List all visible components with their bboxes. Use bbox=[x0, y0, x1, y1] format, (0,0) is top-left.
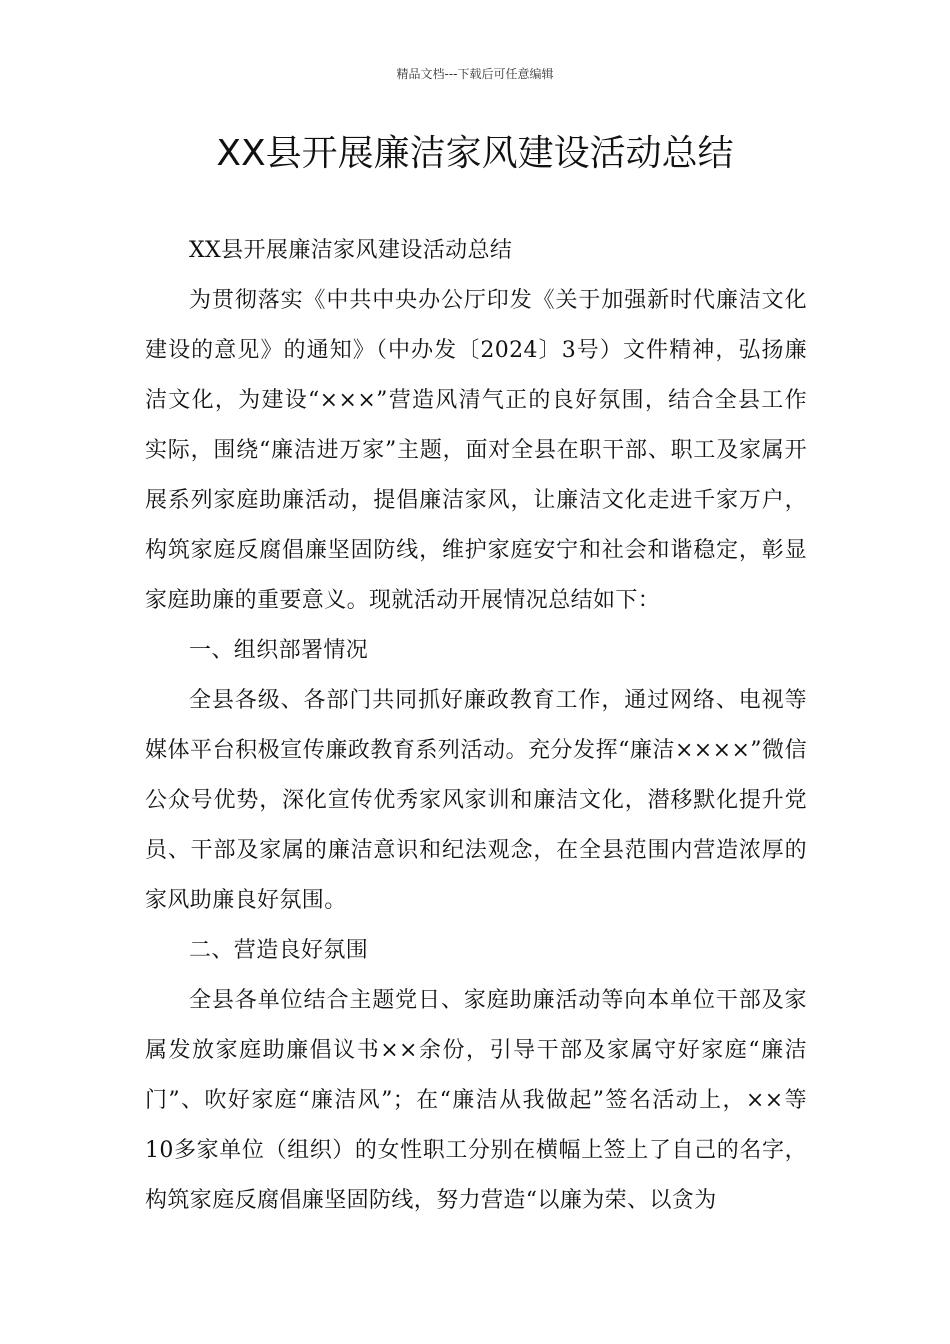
section-heading-2: 二、营造良好氛围 bbox=[189, 938, 369, 963]
paragraph-intro: 为贯彻落实《中共中央办公厅印发《关于加强新时代廉洁文化建设的意见》的通知》（中办发〔2024〕3号）文件精神，弘扬廉洁文化，为建设“×××”营造风清气正的良好氛围，结合全县工作实际，围绕“廉洁进万家”主题，面对全县在职干部、职工及家属开展系列家庭助廉活动，提倡廉洁家风，让廉洁文化走进千家万户，构筑家庭反腐倡廉坚固防线，维护家庭安宁和社会和谐稳定，彰显家庭助廉的重要意义。现就活动开展情况总结如下： bbox=[145, 288, 807, 613]
paragraph-section-1: 全县各级、各部门共同抓好廉政教育工作，通过网络、电视等媒体平台积极宣传廉政教育系列活动。充分发挥“廉洁××××”微信公众号优势，深化宣传优秀家风家训和廉洁文化，潜移默化提升党员、干部及家属的廉洁意识和纪法观念，在全县范围内营造浓厚的家风助廉良好氛围。 bbox=[145, 688, 807, 913]
paragraph-subtitle: XX县开展廉洁家风建设活动总结 bbox=[189, 238, 513, 263]
paragraph-section-2: 全县各单位结合主题党日、家庭助廉活动等向本单位干部及家属发放家庭助廉倡议书××余份，引导干部及家属守好家庭“廉洁门”、吹好家庭“廉洁风”；在“廉洁从我做起”签名活动上，××等10多家单位（组织）的女性职工分别在横幅上签上了自己的名字，构筑家庭反腐倡廉坚固防线，努力营造“以廉为荣、以贪为 bbox=[145, 988, 807, 1213]
document-body bbox=[145, 226, 807, 1226]
document-title: XX县开展廉洁家风建设活动总结 bbox=[216, 133, 734, 174]
section-heading-1: 一、组织部署情况 bbox=[189, 638, 369, 663]
header-watermark: 精品文档---下载后可任意编辑 bbox=[396, 67, 554, 81]
